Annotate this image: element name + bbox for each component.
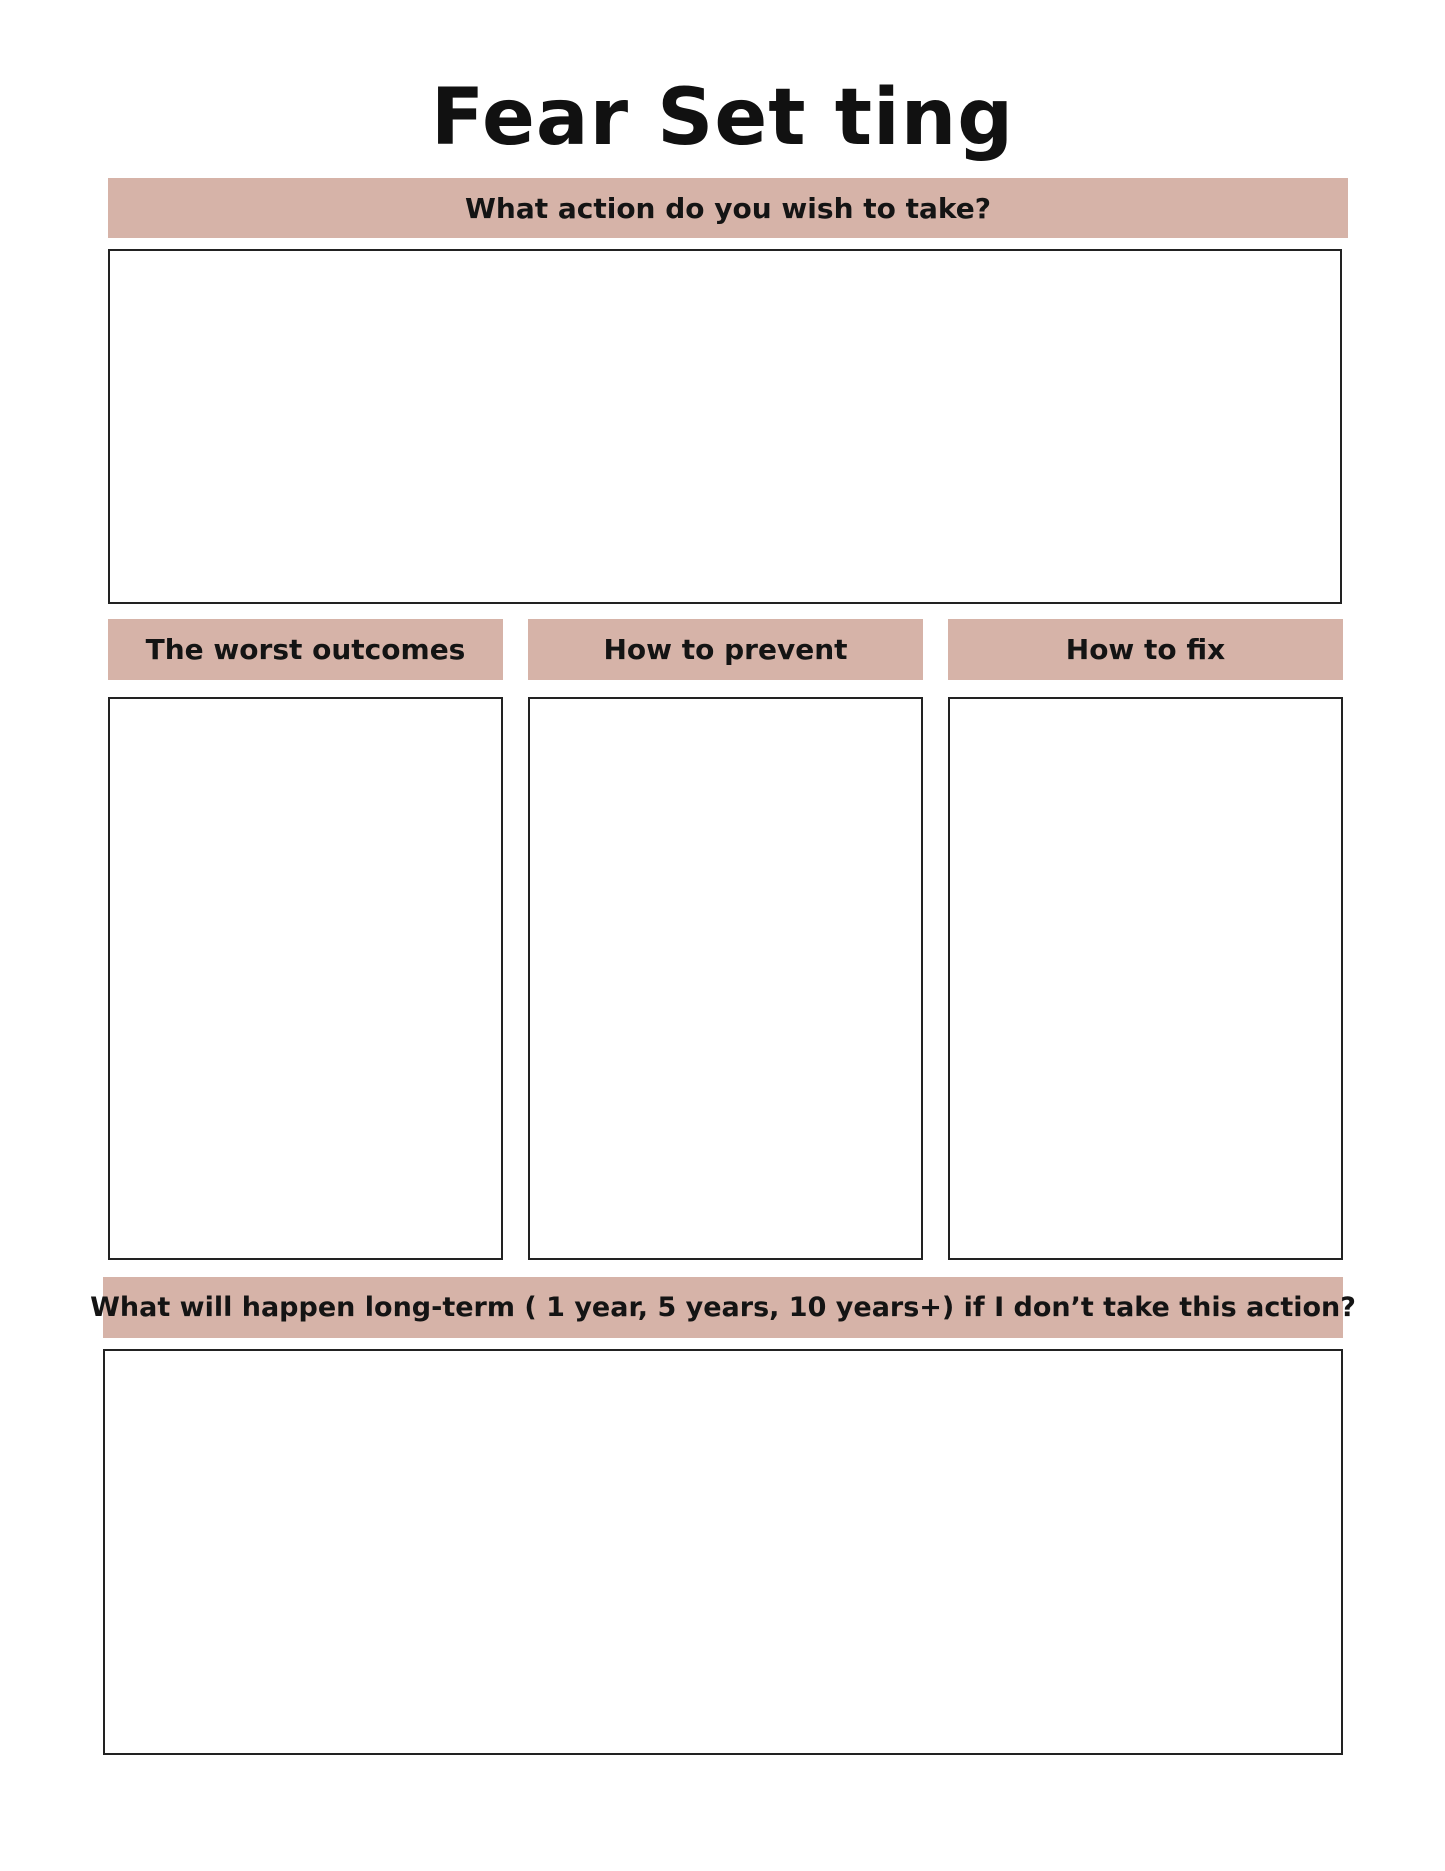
how-to-fix-heading: How to fix xyxy=(948,619,1343,680)
worst-outcomes-heading: The worst outcomes xyxy=(108,619,503,680)
how-to-prevent-heading: How to prevent xyxy=(528,619,923,680)
long-term-answer-box[interactable] xyxy=(103,1349,1343,1755)
how-to-prevent-box[interactable] xyxy=(528,697,923,1260)
page-title: Fear Set ting xyxy=(430,73,1015,163)
how-to-fix-box[interactable] xyxy=(948,697,1343,1260)
worst-outcomes-box[interactable] xyxy=(108,697,503,1260)
action-answer-box[interactable] xyxy=(108,249,1342,604)
long-term-heading: What will happen long-term ( 1 year, 5 years, 10 years+) if I don’t take this action? xyxy=(103,1277,1343,1338)
action-heading: What action do you wish to take? xyxy=(108,178,1348,238)
